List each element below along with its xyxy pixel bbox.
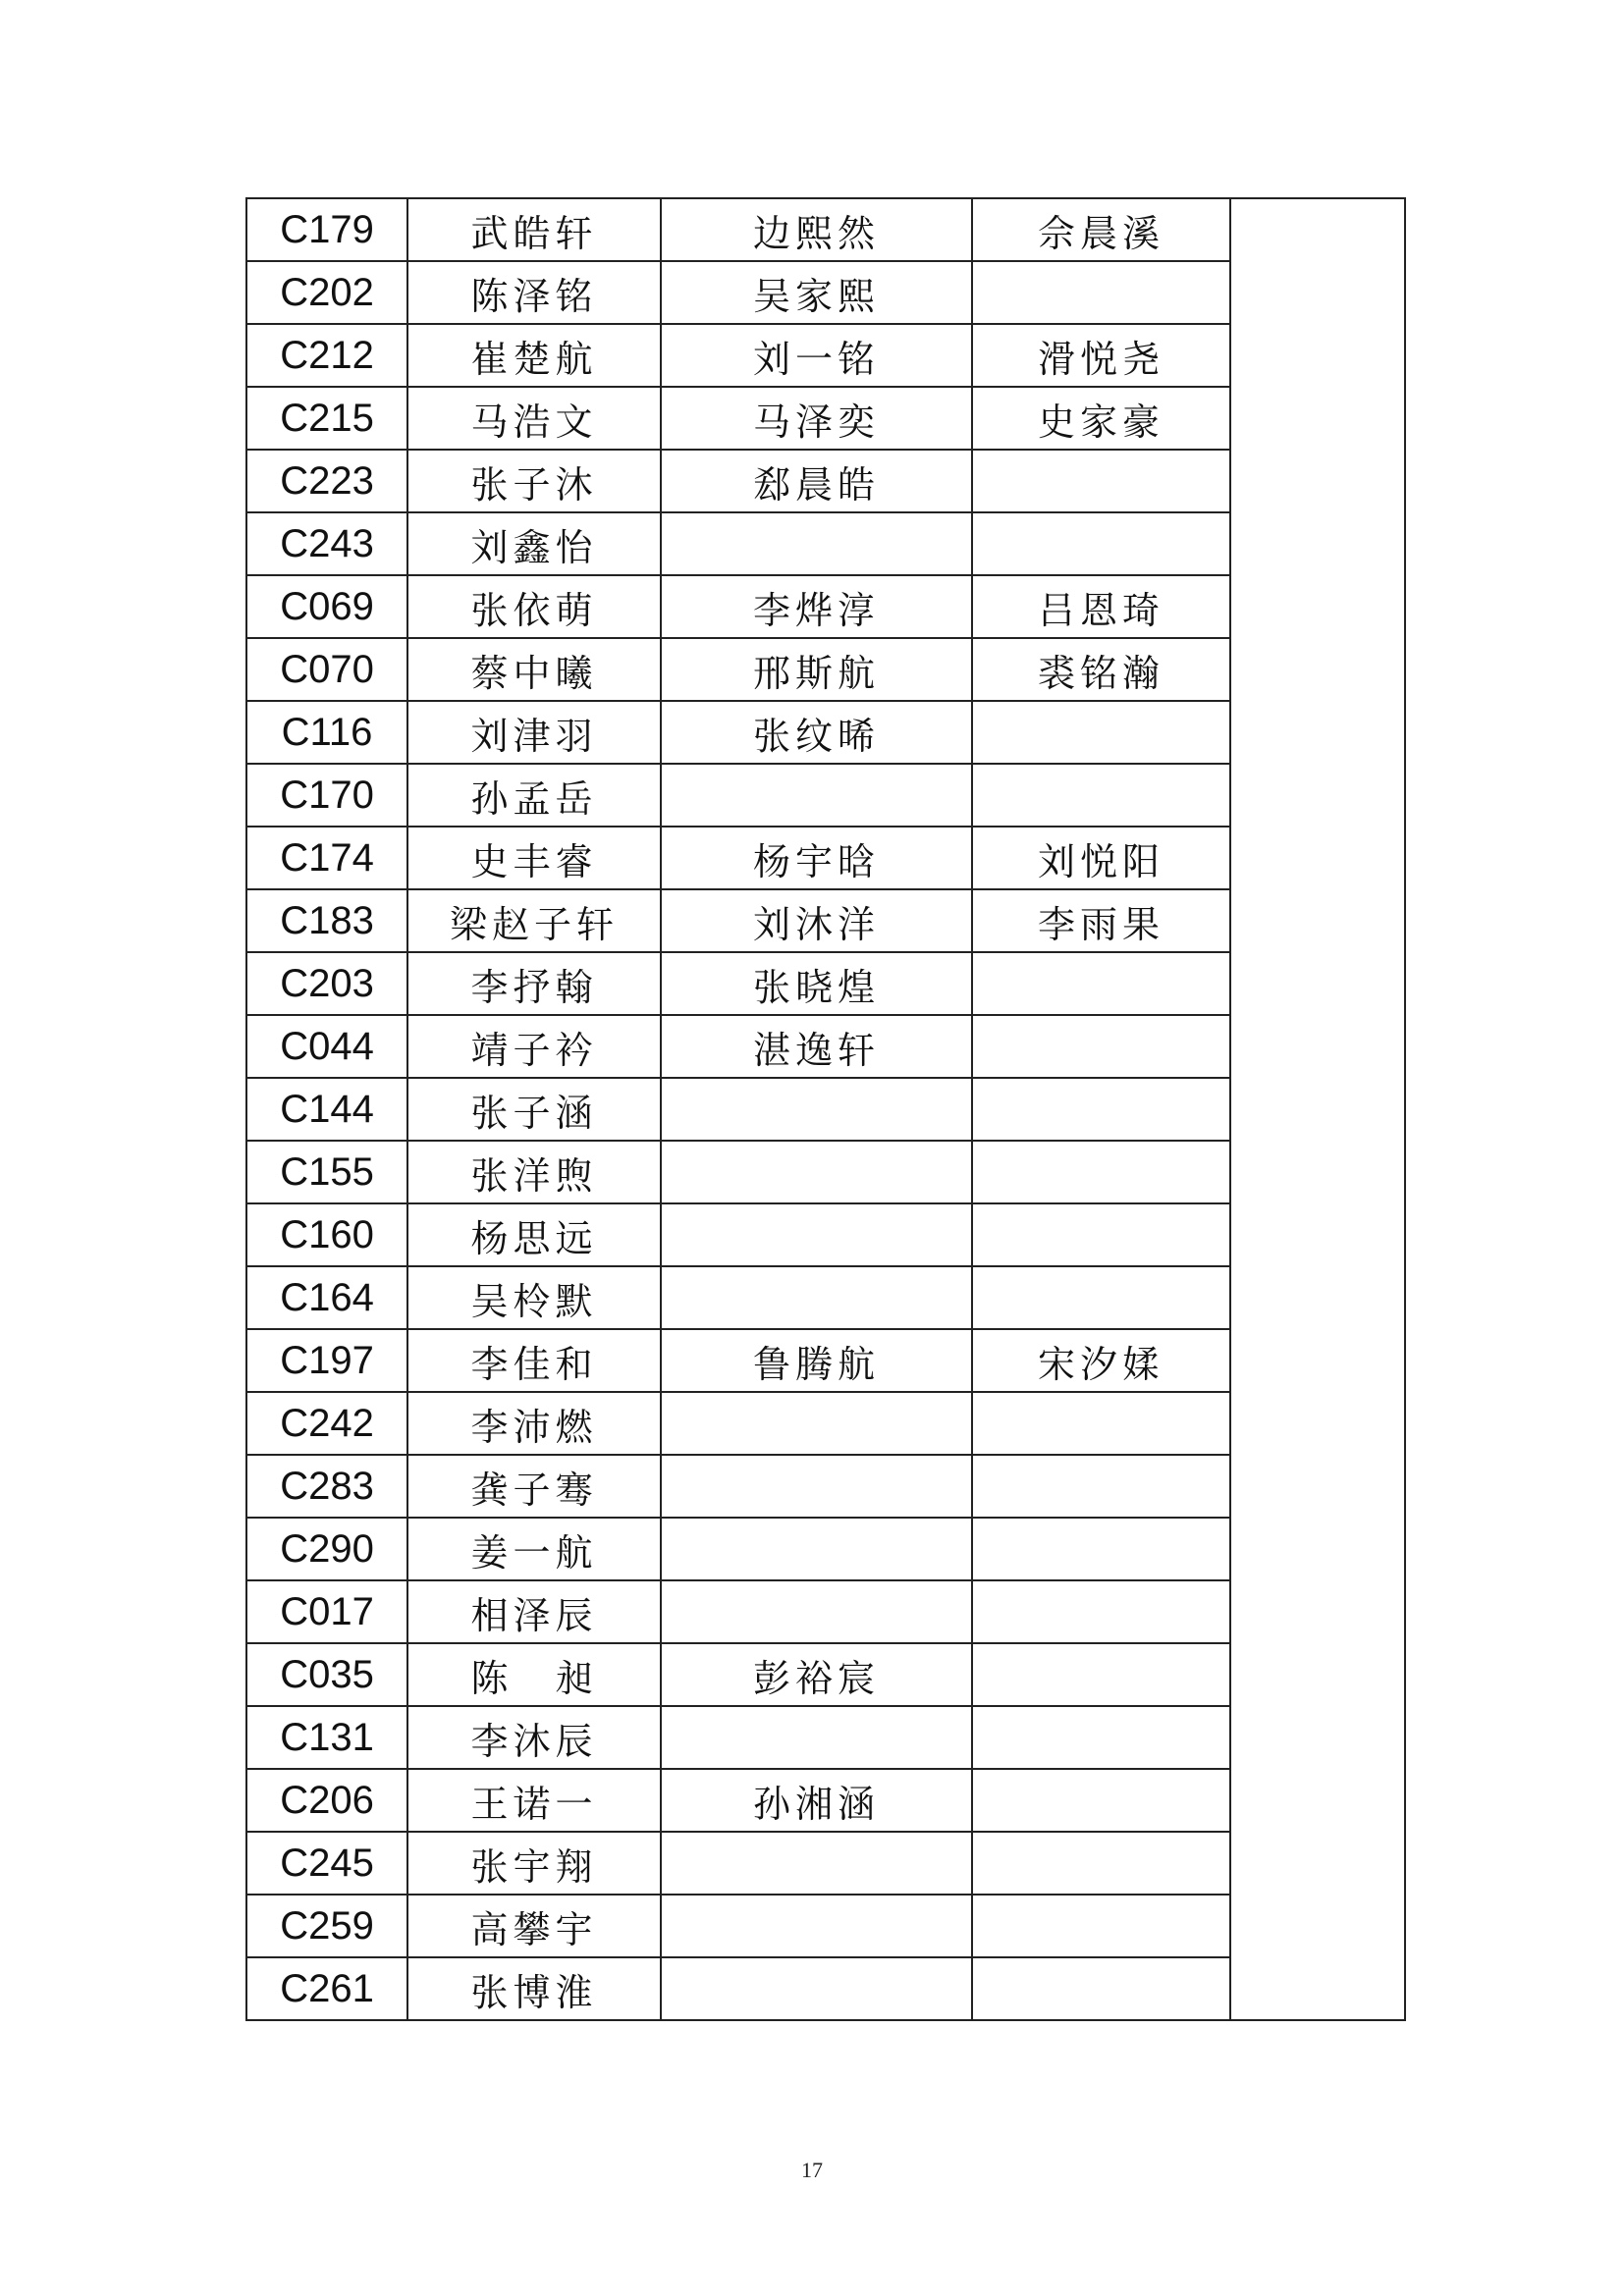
cell-name-2: 张晓煌: [661, 952, 972, 1015]
cell-code: C070: [246, 638, 407, 701]
cell-name-2: [661, 1455, 972, 1518]
cell-name-2: [661, 1518, 972, 1580]
cell-code: C259: [246, 1895, 407, 1957]
cell-name-1: 陈 昶: [407, 1643, 661, 1706]
cell-name-1: 李沛燃: [407, 1392, 661, 1455]
cell-name-3: [972, 1266, 1230, 1329]
cell-code: C215: [246, 387, 407, 450]
cell-code: C069: [246, 575, 407, 638]
cell-code: C202: [246, 261, 407, 324]
cell-code: C283: [246, 1455, 407, 1518]
cell-name-2: [661, 1078, 972, 1141]
cell-code: C212: [246, 324, 407, 387]
cell-name-3: 滑悦尧: [972, 324, 1230, 387]
cell-code: C044: [246, 1015, 407, 1078]
cell-name-2: 孙湘涵: [661, 1769, 972, 1832]
cell-name-1: 李沐辰: [407, 1706, 661, 1769]
cell-name-2: 刘一铭: [661, 324, 972, 387]
cell-name-3: [972, 1015, 1230, 1078]
cell-code: C261: [246, 1957, 407, 2020]
cell-code: C243: [246, 512, 407, 575]
cell-code: C170: [246, 764, 407, 827]
cell-name-3: 李雨果: [972, 889, 1230, 952]
cell-name-3: [972, 1580, 1230, 1643]
roster-table-body: [246, 198, 1405, 2020]
cell-name-2: 湛逸轩: [661, 1015, 972, 1078]
cell-name-2: [661, 1706, 972, 1769]
cell-name-2: [661, 1957, 972, 2020]
cell-code: C245: [246, 1832, 407, 1895]
cell-name-2: 杨宇晗: [661, 827, 972, 889]
cell-name-2: 刘沐洋: [661, 889, 972, 952]
roster-table-container: [245, 197, 1404, 2021]
cell-name-1: 高攀宇: [407, 1895, 661, 1957]
cell-code: C206: [246, 1769, 407, 1832]
cell-code: C155: [246, 1141, 407, 1203]
cell-name-3: 裘铭瀚: [972, 638, 1230, 701]
cell-name-3: 吕恩琦: [972, 575, 1230, 638]
cell-name-1: 刘鑫怡: [407, 512, 661, 575]
cell-name-3: 宋汐媃: [972, 1329, 1230, 1392]
cell-name-1: 张子沐: [407, 450, 661, 512]
cell-name-3: 史家豪: [972, 387, 1230, 450]
cell-name-3: [972, 512, 1230, 575]
cell-code: C017: [246, 1580, 407, 1643]
cell-name-2: [661, 1832, 972, 1895]
cell-name-3: [972, 1455, 1230, 1518]
cell-name-1: 龚子骞: [407, 1455, 661, 1518]
cell-name-3: [972, 1518, 1230, 1580]
cell-name-3: [972, 1078, 1230, 1141]
cell-name-3: [972, 764, 1230, 827]
cell-name-3: [972, 1392, 1230, 1455]
cell-name-1: 李抒翰: [407, 952, 661, 1015]
cell-code: C164: [246, 1266, 407, 1329]
cell-name-1: 靖子衿: [407, 1015, 661, 1078]
cell-name-1: 张洋煦: [407, 1141, 661, 1203]
cell-name-1: 陈泽铭: [407, 261, 661, 324]
cell-code: C174: [246, 827, 407, 889]
cell-name-3: [972, 1832, 1230, 1895]
cell-name-2: 彭裕宸: [661, 1643, 972, 1706]
cell-name-2: 鲁腾航: [661, 1329, 972, 1392]
cell-code: C203: [246, 952, 407, 1015]
cell-code: C116: [246, 701, 407, 764]
cell-name-2: [661, 1895, 972, 1957]
cell-name-2: 邢斯航: [661, 638, 972, 701]
cell-name-3: [972, 1643, 1230, 1706]
cell-name-3: [972, 1203, 1230, 1266]
cell-code: C197: [246, 1329, 407, 1392]
cell-code: C179: [246, 198, 407, 261]
cell-name-2: [661, 1580, 972, 1643]
cell-name-1: 孙孟岳: [407, 764, 661, 827]
cell-code: C131: [246, 1706, 407, 1769]
cell-name-3: [972, 1957, 1230, 2020]
cell-name-1: 史丰睿: [407, 827, 661, 889]
cell-name-2: 吴家熙: [661, 261, 972, 324]
cell-code: C223: [246, 450, 407, 512]
cell-name-1: 相泽辰: [407, 1580, 661, 1643]
cell-name-3: [972, 1895, 1230, 1957]
cell-name-3: [972, 261, 1230, 324]
page-number: 17: [801, 2158, 823, 2182]
cell-name-1: 马浩文: [407, 387, 661, 450]
table-row: [246, 198, 1405, 261]
cell-name-2: [661, 1203, 972, 1266]
cell-name-1: 梁赵子轩: [407, 889, 661, 952]
cell-name-2: 马泽奕: [661, 387, 972, 450]
cell-name-1: 张博淮: [407, 1957, 661, 2020]
cell-name-2: [661, 764, 972, 827]
cell-name-3: [972, 701, 1230, 764]
cell-name-2: [661, 1141, 972, 1203]
cell-name-1: 吴柃默: [407, 1266, 661, 1329]
cell-name-1: 张宇翔: [407, 1832, 661, 1895]
cell-name-2: 张纹晞: [661, 701, 972, 764]
cell-name-3: [972, 450, 1230, 512]
roster-table: [245, 197, 1406, 2021]
cell-name-1: 张子涵: [407, 1078, 661, 1141]
cell-name-1: 姜一航: [407, 1518, 661, 1580]
cell-name-2: 边熙然: [661, 198, 972, 261]
cell-name-2: [661, 1266, 972, 1329]
cell-code: C183: [246, 889, 407, 952]
cell-name-1: 武皓轩: [407, 198, 661, 261]
cell-name-1: 李佳和: [407, 1329, 661, 1392]
cell-code: C035: [246, 1643, 407, 1706]
cell-name-3: [972, 1141, 1230, 1203]
cell-code: C144: [246, 1078, 407, 1141]
cell-name-2: [661, 1392, 972, 1455]
cell-code: C290: [246, 1518, 407, 1580]
cell-name-3: [972, 1769, 1230, 1832]
cell-name-1: 刘津羽: [407, 701, 661, 764]
cell-name-1: 崔楚航: [407, 324, 661, 387]
cell-name-2: [661, 512, 972, 575]
cell-name-1: 王诺一: [407, 1769, 661, 1832]
cell-code: C242: [246, 1392, 407, 1455]
cell-name-3: 刘悦阳: [972, 827, 1230, 889]
cell-name-3: [972, 952, 1230, 1015]
cell-merged-remarks: [1230, 198, 1405, 2020]
cell-name-2: 李烨淳: [661, 575, 972, 638]
cell-name-1: 杨思远: [407, 1203, 661, 1266]
cell-name-1: 张依萌: [407, 575, 661, 638]
cell-name-2: 郄晨皓: [661, 450, 972, 512]
cell-name-3: 佘晨溪: [972, 198, 1230, 261]
cell-name-3: [972, 1706, 1230, 1769]
cell-code: C160: [246, 1203, 407, 1266]
cell-name-1: 蔡中曦: [407, 638, 661, 701]
